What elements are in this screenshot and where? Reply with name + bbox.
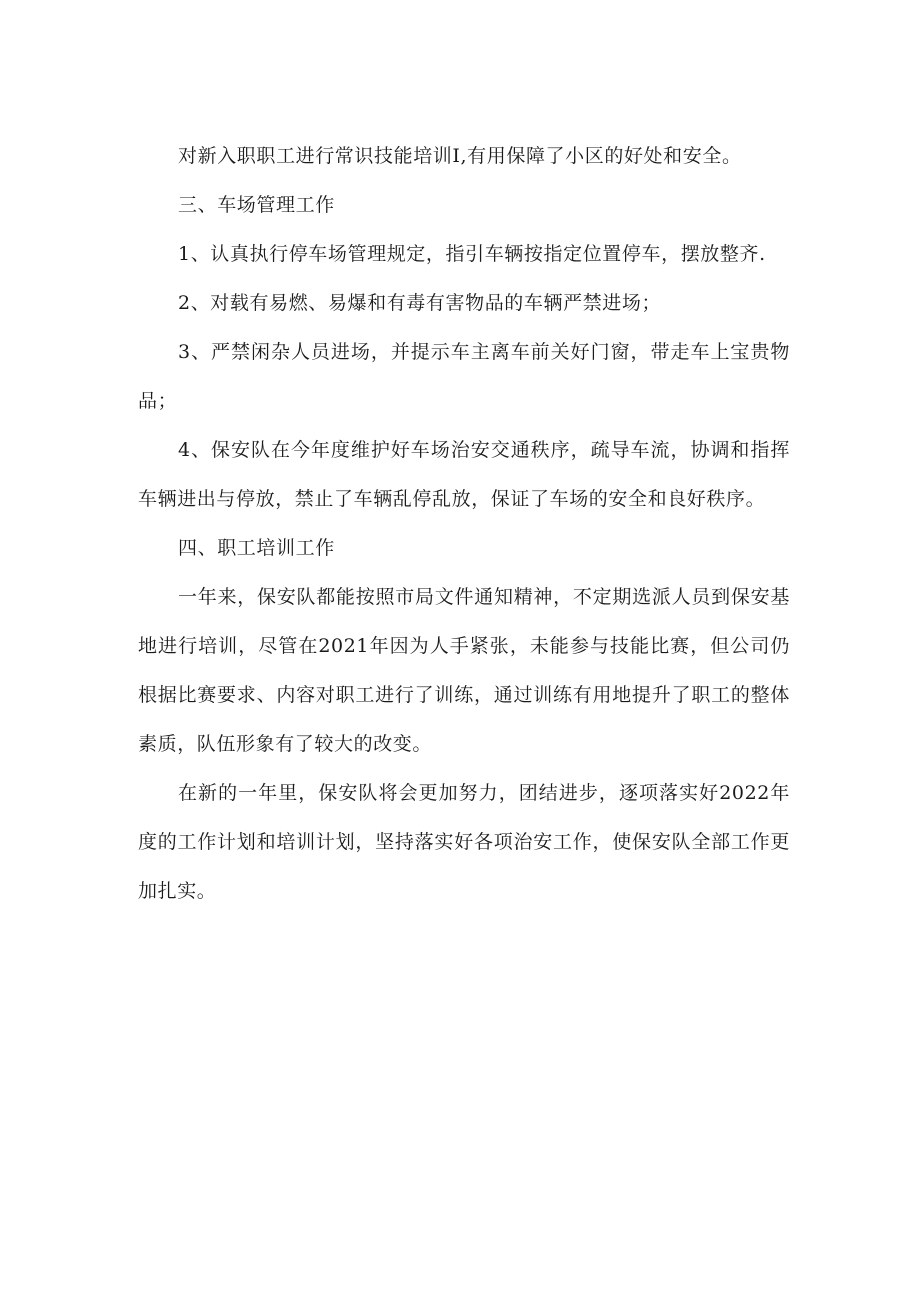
paragraph-training-continuation: 对新入职职工进行常识技能培训Ⅰ,有用保障了小区的好处和安全。 (178, 145, 742, 167)
list-item-parking-1: 1、认真执行停车场管理规定，指引车辆按指定位置停车，摆放整齐. (178, 243, 766, 265)
paragraph-training-summary: 一年来，保安队都能按照市局文件通知精神，不定期选派人员到保安基地进行培训，尽管在2021年因为人手紧张，未能参与技能比赛，但公司仍根据比赛要求、内容对职工进行了训练，通过训练有用地提升了职工的整体素质，队伍形象有了较大的改变。 (138, 586, 790, 755)
document-body (138, 132, 790, 916)
list-item-parking-3: 3、严禁闲杂人员进场，并提示车主离车前关好门窗，带走车上宝贵物品； (138, 341, 790, 412)
paragraph-outlook: 在新的一年里，保安队将会更加努力，团结进步，逐项落实好2022年度的工作计划和培训计划，坚持落实好各项治安工作，使保安队全部工作更加扎实。 (138, 782, 790, 902)
list-item-parking-2: 2、对载有易燃、易爆和有毒有害物品的车辆严禁进场； (178, 292, 662, 314)
list-item-parking-4: 4、保安队在今年度维护好车场治安交通秩序，疏导车流，协调和指挥车辆进出与停放，禁止了车辆乱停乱放，保证了车场的安全和良好秩序。 (138, 439, 790, 510)
section-heading-training: 四、职工培训工作 (178, 537, 335, 559)
section-heading-parking: 三、车场管理工作 (178, 194, 335, 216)
